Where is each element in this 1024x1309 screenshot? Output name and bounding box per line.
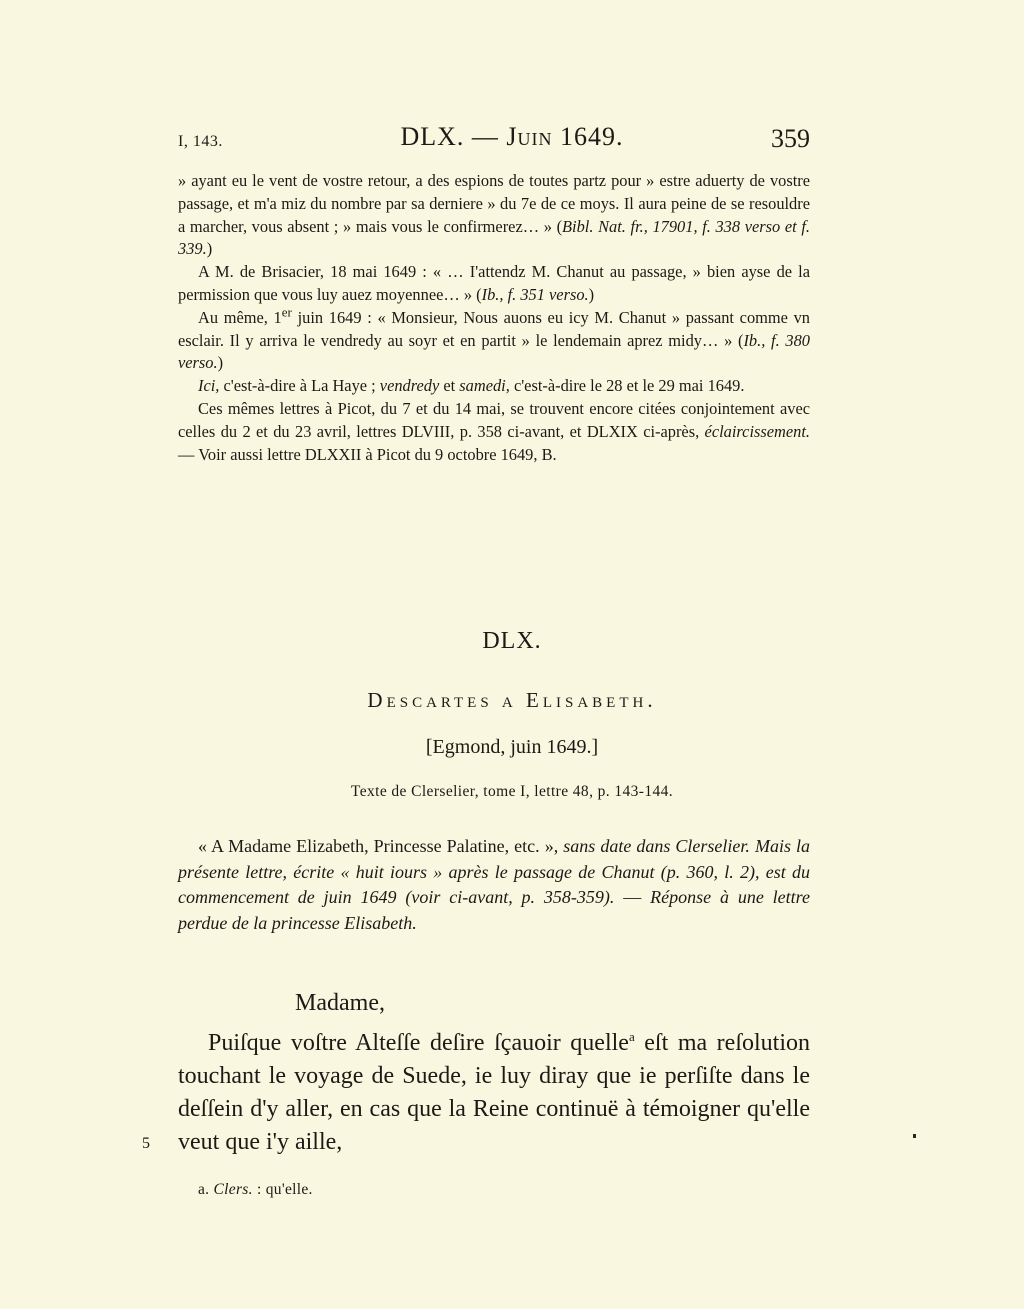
intro-paragraph: [178, 834, 810, 936]
running-title-month: Juin: [506, 122, 553, 151]
note-citation: Ib., f. 380 verso.: [178, 330, 810, 373]
note-text: » passant comme vn esclair. Il y arriva le vendredy au soyr et en partit: [178, 307, 810, 350]
body-paragraph: [178, 1027, 810, 1159]
note-text: ): [206, 239, 213, 259]
footnote-label: a.: [198, 1181, 214, 1198]
note-line: » mais vous le confirmerez… » (: [343, 216, 563, 236]
note-citation: f. 351 verso.: [507, 284, 589, 304]
note-citation: Bibl. Nat. fr., 17901, f. 338 verso et: [562, 216, 797, 236]
note-line: » ayant eu le vent de vostre retour, a des espions de toutes partz pour: [178, 171, 642, 190]
running-title-prefix: DLX. —: [400, 122, 507, 151]
note-paragraph: [178, 375, 810, 398]
intro-italic: Réponse à une lettre perdue de la princesse Elisabeth.: [178, 887, 810, 933]
letter-title: Descartes a Elisabeth.: [367, 688, 657, 712]
note-emphasis: samedi,: [459, 376, 510, 396]
footnote-text: : qu'elle.: [252, 1181, 313, 1198]
editorial-introduction: [178, 834, 810, 936]
letter-place-date: [Egmond, juin 1649.]: [425, 736, 599, 758]
note-citation: Ib.,: [481, 284, 504, 304]
note-line: » du 7e de ce moys. Il aura peine de se resouldre a marcher, vous absent ;: [178, 193, 810, 236]
note-text: et: [439, 376, 460, 396]
body-text: Puiſque voſtre Alteſſe deſire ſçauoir quelle: [208, 1030, 629, 1056]
note-text: juin 1649 : « Monsieur, Nous auons eu icy M. Chanut: [291, 307, 667, 327]
note-paragraph: [178, 398, 810, 466]
footnote-marker[interactable]: a: [628, 1029, 635, 1044]
note-emphasis: vendredy: [379, 376, 440, 396]
superscript: er: [281, 304, 292, 320]
note-text: ): [217, 353, 224, 373]
letter-body: [178, 1027, 810, 1159]
intro-text: « A Madame Elizabeth, Princesse Palatine, etc. »,: [198, 836, 564, 856]
note-text: ): [588, 284, 595, 304]
footnote-source: Clers.: [213, 1181, 253, 1198]
page-reference: I, 143.: [178, 133, 223, 150]
salutation: Madame,: [295, 990, 385, 1016]
letter-number: DLX.: [482, 628, 542, 654]
intro-italic: sans date dans Clerselier. Mais la présente lettre, écrite « huit iours » après le passage de Chanut (p. 360, l. 2), est du commencement de juin 1649 (voir ci-avant, p. 358-359).: [178, 836, 810, 907]
note-text: Ces mêmes lettres à Picot, du 7 et du 14 mai, se trouvent encore citées conjointement avec celles du 2 et du 23 avril, lettres DLVIII, p. 358 ci-avant, et DLXIX ci-après,: [178, 398, 810, 441]
intro-text: —: [614, 887, 651, 907]
footnote: [198, 1181, 313, 1199]
line-number: 5: [142, 1135, 150, 1152]
note-paragraph: [178, 304, 810, 375]
page-number: 359: [771, 124, 810, 153]
note-line: » estre aduerty de vostre passage, et m'a miz du nombre par sa derniere: [178, 171, 810, 213]
note-paragraph: [178, 261, 810, 307]
note-text: c'est-à-dire à La Haye ;: [219, 376, 380, 396]
note-text: c'est-à-dire le 28 et le 29 mai 1649.: [509, 376, 745, 396]
note-text: » le lendemain aprez midy… » (: [521, 330, 744, 350]
note-text: — Voir aussi lettre DLXXII à Picot du 9 octobre 1649, B.: [178, 444, 557, 464]
note-paragraph: [178, 170, 810, 261]
note-text: » bien ayse de la permission que vous luy auez moyennee… » (: [178, 262, 810, 304]
note-citation: f. 339.: [178, 216, 810, 259]
body-text: eſt ma reſolution touchant le voyage de Suede, ie luy diray que ie perſiſte dans le deſſein d'y aller, en cas que la Reine continuë à témoigner qu'elle veut que i'y aille,: [178, 1030, 810, 1155]
print-speck: [913, 1134, 916, 1138]
preceding-notes: [178, 170, 810, 466]
note-emphasis: Ici,: [198, 376, 220, 396]
running-title-year: 1649.: [552, 122, 624, 151]
running-title: [0, 122, 1024, 152]
letter-source: Texte de Clerselier, tome I, lettre 48, p. 143-144.: [350, 783, 674, 800]
note-text: A M. de Brisacier, 18 mai 1649 : « … I'attendz M. Chanut au passage,: [198, 262, 687, 282]
note-text: Au même, 1: [198, 307, 282, 327]
note-emphasis: éclaircissement.: [704, 421, 810, 441]
